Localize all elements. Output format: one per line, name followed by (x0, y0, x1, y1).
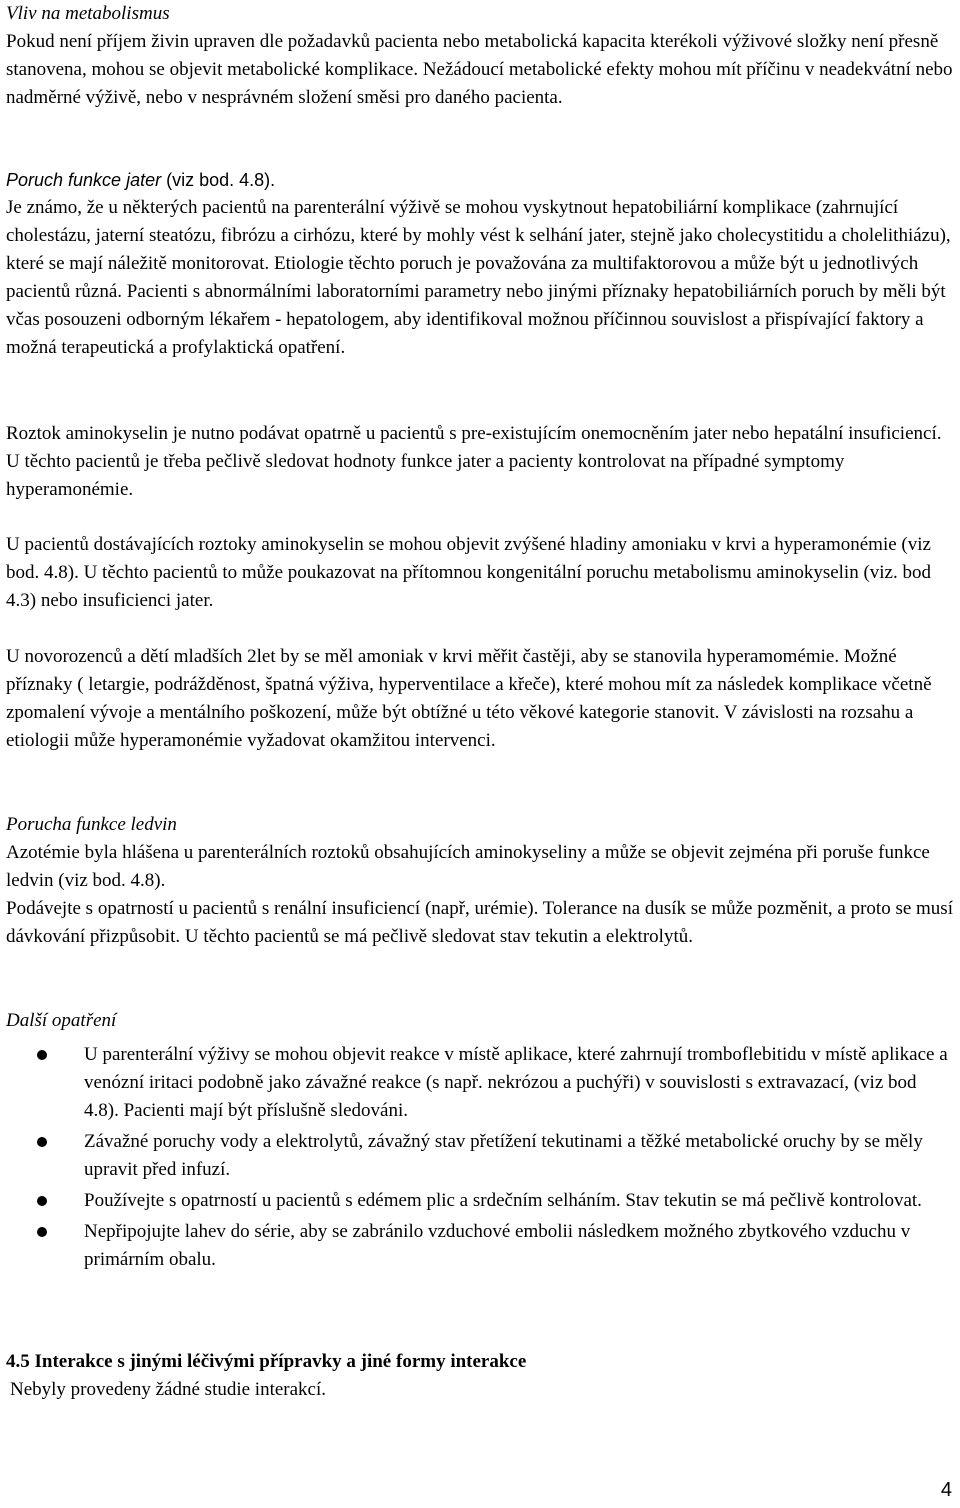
bullet-icon (37, 1137, 47, 1147)
section-metabolism (6, 0, 956, 112)
section-heading-interactions: 4.5 Interakce s jinými léčivými přípravky a jiné formy interakce (6, 1351, 527, 1372)
paragraph-amino-acid-caution-block (6, 420, 956, 504)
section-title-other-measures: Další opatření (6, 1010, 117, 1031)
list-item (6, 1218, 956, 1274)
section-title-metabolism: Vliv na metabolismus (6, 3, 170, 24)
section-other-measures (6, 1007, 956, 1277)
list-item (6, 1041, 956, 1125)
list-item-text: Nepřipojujte lahev do série, aby se zabránilo vzduchové embolii následkem možného zbytkového vzduchu v primárním obalu. (84, 1221, 911, 1270)
list-item-text: Používejte s opatrností u pacientů s edémem plic a srdečním selháním. Stav tekutin se má pečlivě kontrolovat. (84, 1190, 922, 1211)
paragraph-neonates: U novorozenců a dětí mladších 2let by se měl amoniak v krvi měřit častěji, aby se stanovila hyperamomémie. Možné příznaky ( letargie, podrážděnost, špatná výživa, hyperventilace a křeče), které mohou mít za následek komplikace včetně zpomalení vývoje a mentálního poškození, může být obtížné u této věkové kategorie stanovit. V závislosti na rozsahu a etiologii může hyperamonémie vyžadovat okamžitou intervenci. (6, 646, 932, 751)
section-title-liver (6, 166, 956, 194)
list-item-text: U parenterální výživy se mohou objevit reakce v místě aplikace, které zahrnují tromboflebitidu v místě aplikace a venózní iritaci podobně jako závažné reakce (s např. nekrózou a puchýři) v souvislosti s extravazací, (viz bod 4.8). Pacienti mají být příslušně sledováni. (84, 1044, 948, 1121)
section-title-liver-ref: (viz bod. 4.8). (161, 170, 276, 190)
paragraph-ammonia: U pacientů dostávajících roztoky aminokyselin se mohou objevit zvýšené hladiny amoniaku v krvi a hyperamonémie (viz bod. 4.8). U těchto pacientů to může poukazovat na přítomnou kongenitální poruchu metabolismu aminokyselin (viz. bod 4.3) nebo insuficienci jater. (6, 534, 931, 611)
paragraph-neonates-block (6, 643, 956, 755)
list-item-text: Závažné poruchy vody a elektrolytů, závažný stav přetížení tekutinami a těžké metabolické oruchy by se měly upravit před infuzí. (84, 1131, 923, 1180)
list-item (6, 1187, 956, 1215)
section-title-liver-label: Poruch funkce jater (6, 170, 162, 190)
list-item (6, 1128, 956, 1184)
bullet-icon (37, 1227, 47, 1237)
page-number: 4 (940, 1479, 952, 1501)
section-interactions (6, 1348, 956, 1404)
section-title-kidney: Porucha funkce ledvin (6, 814, 177, 835)
paragraph-ammonia-block (6, 531, 956, 615)
bullet-icon (37, 1050, 47, 1060)
section-liver (6, 166, 956, 362)
paragraph-azotemia: Azotémie byla hlášena u parenterálních roztoků obsahujících aminokyseliny a může se objevit zejména při poruše funkce ledvin (viz bod. 4.8). (6, 842, 930, 891)
paragraph-interactions: Nebyly provedeny žádné studie interakcí. (10, 1379, 327, 1400)
section-kidney (6, 811, 956, 951)
paragraph-amino-acid-caution: Roztok aminokyselin je nutno podávat opatrně u pacientů s pre-existujícím onemocněním jater nebo hepatální insuficiencí. U těchto pacientů je třeba pečlivě sledovat hodnoty funkce jater a pacienty kontrolovat na případné symptomy hyperamonémie. (6, 423, 942, 500)
paragraph-metabolism: Pokud není příjem živin upraven dle požadavků pacienta nebo metabolická kapacita kterékoli výživové složky není přesně stanovena, mohou se objevit metabolické komplikace. Nežádoucí metabolické efekty mohou mít příčinu v neadekvátní nebo nadměrné výživě, nebo v nesprávném složení směsi pro daného pacienta. (6, 31, 953, 108)
paragraph-liver-complications: Je známo, že u některých pacientů na parenterální výživě se mohou vyskytnout hepatobiliární komplikace (zahrnující cholestázu, jaterní steatózu, fibrózu a cirhózu, které by mohly vést k selhání jater, stejně jako cholecystitidu a cholelithiázu), které se mají náležitě monitorovat. Etiologie těchto poruch je považována za multifaktorovou a může být u jednotlivých pacientů různá. Pacienti s abnormálními laboratorními parametry nebo jinými příznaky hepatobiliárních poruch by měli být včas posouzeni odborným lékařem - hepatologem, aby identifikoval možnou příčinnou souvislost a přispívající faktory a možná terapeutická a profylaktická opatření. (6, 197, 951, 358)
bullet-list (6, 1041, 956, 1274)
paragraph-renal-insufficiency: Podávejte s opatrností u pacientů s renální insuficiencí (např, urémie). Tolerance na dusík se může pozměnit, a proto se musí dávkování přizpůsobit. U těchto pacientů se má pečlivě sledovat stav tekutin a elektrolytů. (6, 898, 953, 947)
bullet-icon (37, 1196, 47, 1206)
